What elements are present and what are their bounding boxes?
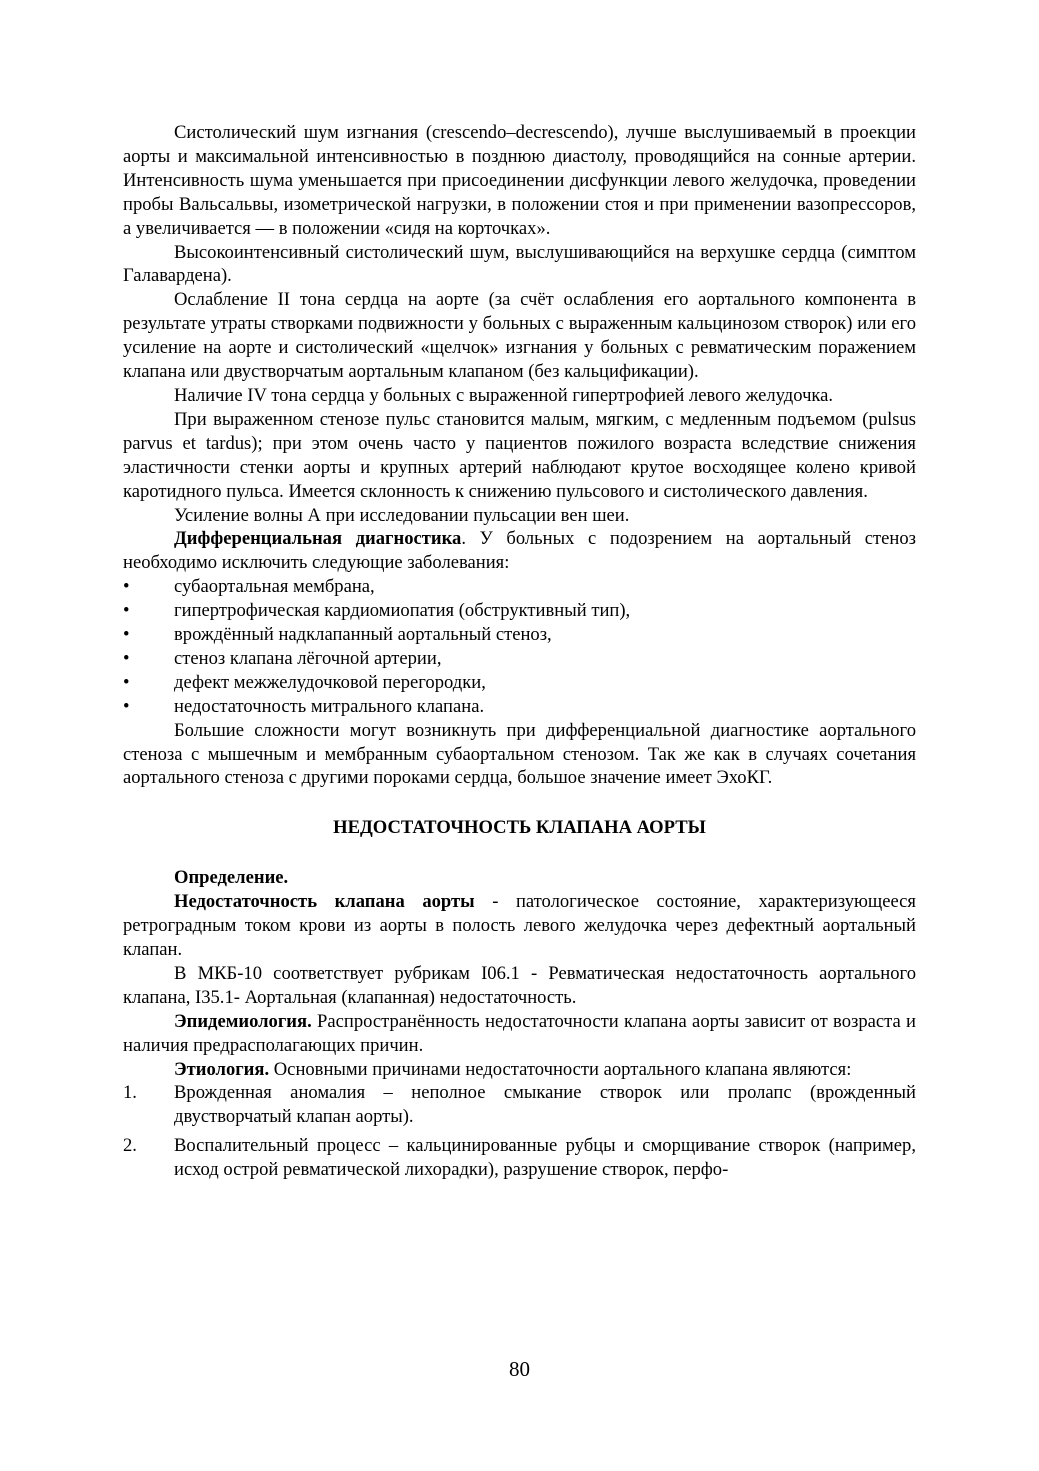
page-content	[123, 121, 916, 1182]
definition-heading-text: Определение.	[174, 867, 289, 889]
differential-list	[123, 575, 916, 718]
epidemiology-text: Распространённость недостаточности клапана аорты зависит от возраста и наличия предрасполагающих причин.	[123, 1010, 916, 1056]
list-item	[123, 1134, 916, 1182]
bullet-icon: •	[123, 695, 130, 717]
section-title: НЕДОСТАТОЧНОСТЬ КЛАПАНА АОРТЫ	[333, 817, 706, 839]
paragraph-definition	[123, 890, 916, 962]
paragraph-differential-closing: Большие сложности могут возникнуть при дифференциальной диагностике аортального стеноза с мышечным и мембранным субаортальном стенозом. Так же как в случаях сочетания аортального стеноза с другими пороками сердца, большое значение имеет ЭхоКГ.	[123, 719, 916, 789]
list-item-text: субаортальная мембрана,	[174, 576, 375, 598]
paragraph-gallavardin: Высокоинтенсивный систолический шум, выслушивающийся на верхушке сердца (симптом Галавардена).	[123, 241, 916, 287]
list-number: 1.	[123, 1082, 137, 1104]
bullet-icon: •	[123, 671, 130, 693]
definition-heading	[123, 866, 916, 890]
list-item	[123, 1081, 916, 1129]
list-item-text: гипертрофическая кардиомиопатия (обструктивный тип),	[174, 600, 631, 622]
paragraph-differential	[123, 527, 916, 575]
bullet-icon: •	[123, 647, 130, 669]
differential-text: . У больных с подозрением на аортальный стеноз необходимо исключить следующие заболевания:	[123, 528, 916, 574]
list-item-text: дефект межжелудочковой перегородки,	[174, 671, 486, 693]
paragraph-wave-a: Усиление волны А при исследовании пульсации вен шеи.	[174, 504, 630, 526]
paragraph-epidemiology	[123, 1010, 916, 1058]
list-item-text: недостаточность митрального клапана.	[174, 695, 485, 717]
list-item	[123, 695, 916, 719]
paragraph-fourth-tone: Наличие IV тона сердца у больных с выраженной гипертрофией левого желудочка.	[174, 384, 834, 406]
etiology-list	[123, 1081, 916, 1182]
definition-text: - патологическое состояние, характеризующееся ретроградным током крови из аорты в полость левого желудочка через дефектный аортальный клапан.	[123, 891, 916, 960]
list-item-text: врождённый надклапанный аортальный стеноз,	[174, 624, 552, 646]
paragraph-pulse: При выраженном стенозе пульс становится малым, мягким, с медленным подъемом (pulsus parvus et tardus); при этом очень часто у пациентов пожилого возраста вследствие снижения эластичности стенки аорты и крупных артерий наблюдают крутое восходящее колено кривой каротидного пульса. Имеется склонность к снижению пульсового и систолического давления.	[123, 408, 916, 502]
etiology-label: Этиология.	[174, 1058, 270, 1080]
list-item-text: стеноз клапана лёгочной артерии,	[174, 647, 442, 669]
paragraph-etiology	[123, 1058, 916, 1082]
paragraph-icd: В МКБ-10 соответствует рубрикам I06.1 - Ревматическая недостаточность аортального клапана, I35.1- Аортальная (клапанная) недостаточность.	[123, 962, 916, 1008]
list-item	[123, 599, 916, 623]
list-item	[123, 647, 916, 671]
list-item-text: Воспалительный процесс – кальцинированные рубцы и сморщивание створок (например, исход острой ревматической лихорадки), разрушение створок, перфо-	[174, 1135, 916, 1181]
page-number: 80	[509, 1357, 530, 1381]
list-item	[123, 575, 916, 599]
definition-label: Недостаточность клапана аорты	[174, 891, 475, 913]
bullet-icon: •	[123, 624, 130, 646]
list-number: 2.	[123, 1135, 137, 1157]
list-item-text: Врожденная аномалия – неполное смыкание створок или пролапс (врожденный двустворчатый клапан аорты).	[174, 1082, 916, 1128]
list-item	[123, 671, 916, 695]
paragraph-second-tone: Ослабление II тона сердца на аорте (за счёт ослабления его аортального компонента в результате утраты створками подвижности у больных с выраженным кальцинозом створок) или его усиление на аорте и систолический «щелчок» изгнания у больных с ревматическим поражением клапана или двустворчатым аортальным клапаном (без кальцификации).	[123, 289, 916, 383]
bullet-icon: •	[123, 576, 130, 598]
etiology-text: Основными причинами недостаточности аортального клапана являются:	[269, 1058, 852, 1080]
bullet-icon: •	[123, 600, 130, 622]
list-item	[123, 623, 916, 647]
differential-label: Дифференциальная диагностика	[174, 528, 462, 550]
epidemiology-label: Эпидемиология.	[174, 1010, 312, 1032]
paragraph-systolic-murmur: Систолический шум изгнания (crescendo–decrescendo), лучше выслушиваемый в проекции аорты и максимальной интенсивностью в позднюю диастолу, проводящийся на сонные артерии. Интенсивность шума уменьшается при присоединении дисфункции левого желудочка, проведении пробы Вальсальвы, изометрической нагрузки, в положении стоя и при применении вазопрессоров, а увеличивается — в положении «сидя на корточках».	[123, 122, 916, 239]
